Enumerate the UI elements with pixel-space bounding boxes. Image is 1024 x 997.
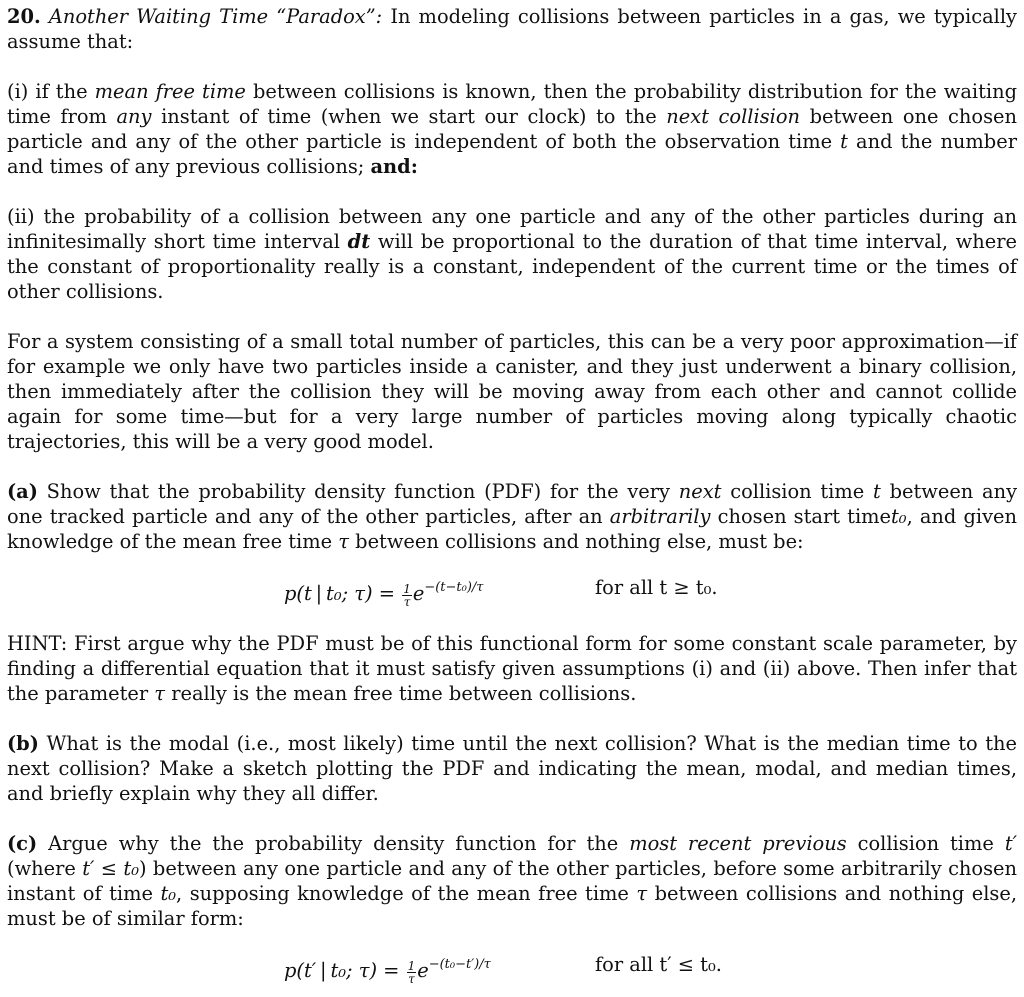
- part-c: (c) Argue why the the probability density function for the most recent previous collision time t′ (where t′ ≤ t₀) between any one particle and any of the other particles, before some arbitrarily chosen instant of time t₀, supposing knowledge of the mean free time τ between collisions and nothing else, must be of similar form:: [7, 832, 1018, 930]
- equation-condition: for all t′ ≤ t₀.: [595, 953, 722, 976]
- part-b-label: (b): [7, 732, 39, 755]
- equation-condition: for all t ≥ t₀.: [595, 576, 718, 599]
- hint-paragraph: HINT: First argue why the PDF must be of this functional form for some constant scale parameter, by finding a differential equation that it must satisfy given assumptions (i) and (ii) above. Then infer that the parameter τ really is the mean free time between collisions.: [7, 632, 1017, 705]
- assumption-i: (i) if the mean free time between collisions is known, then the probability distribution for the waiting time from any instant of time (when we start our clock) to the next collision between one chosen particle and any of the other particle is independent of both the observation time t and the number and times of any previous collisions; and:: [7, 80, 1018, 178]
- equation-formula: p(t′ | t₀; τ) = $\frac{1}{\tau}$ $e^{-(t_0-t')/\tau}$: [284, 957, 491, 986]
- fraction: $\frac{1}{\tau}$: [403, 581, 411, 609]
- part-b: (b) What is the modal (i.e., most likely) time until the next collision? What is the median time to the next collision? Make a sketch plotting the PDF and indicating the mean, modal, and median times, and briefly explain why they all differ.: [7, 732, 1017, 805]
- problem-title: Another Waiting Time “Paradox”:: [48, 5, 383, 28]
- part-a: (a) Show that the probability density function (PDF) for the very next collision time t between any one tracked particle and any of the other particles, after an arbitrarily chosen start timet₀, and given knowledge of the mean free time τ between collisions and nothing else, must be:: [7, 480, 1018, 553]
- problem-number: 20.: [7, 5, 41, 28]
- fraction: $\frac{1}{\tau}$: [407, 958, 416, 986]
- part-a-label: (a): [7, 480, 38, 503]
- equation-formula: p(t | t₀; τ) = $\frac{1}{\tau}$ $e^{-(t-t_0)/\tau}$: [284, 580, 484, 609]
- equation-next-collision-pdf: [7, 569, 1017, 609]
- discussion-paragraph: For a system consisting of a small total number of particles, this can be a very poor approximation—if for example we only have two particles inside a canister, and they just underwent a binary collision, then immediately after the collision they will be moving away from each other and cannot collide again for some time—but for a very large number of particles moving along typically chaotic trajectories, this will be a very good model.: [7, 330, 1017, 453]
- assumption-ii: (ii) the probability of a collision between any one particle and any of the other particles during an infinitesimally short time interval dt will be proportional to the duration of that time interval, where the constant of proportionality really is a constant, independent of the current time or the times of other collisions.: [7, 205, 1017, 303]
- equation-previous-collision-pdf: [7, 946, 1017, 986]
- problem-intro: In modeling collisions between particles in a gas, we typically assume that:: [7, 5, 1018, 53]
- problem-statement: [7, 4, 1017, 54]
- part-c-label: (c): [7, 832, 38, 855]
